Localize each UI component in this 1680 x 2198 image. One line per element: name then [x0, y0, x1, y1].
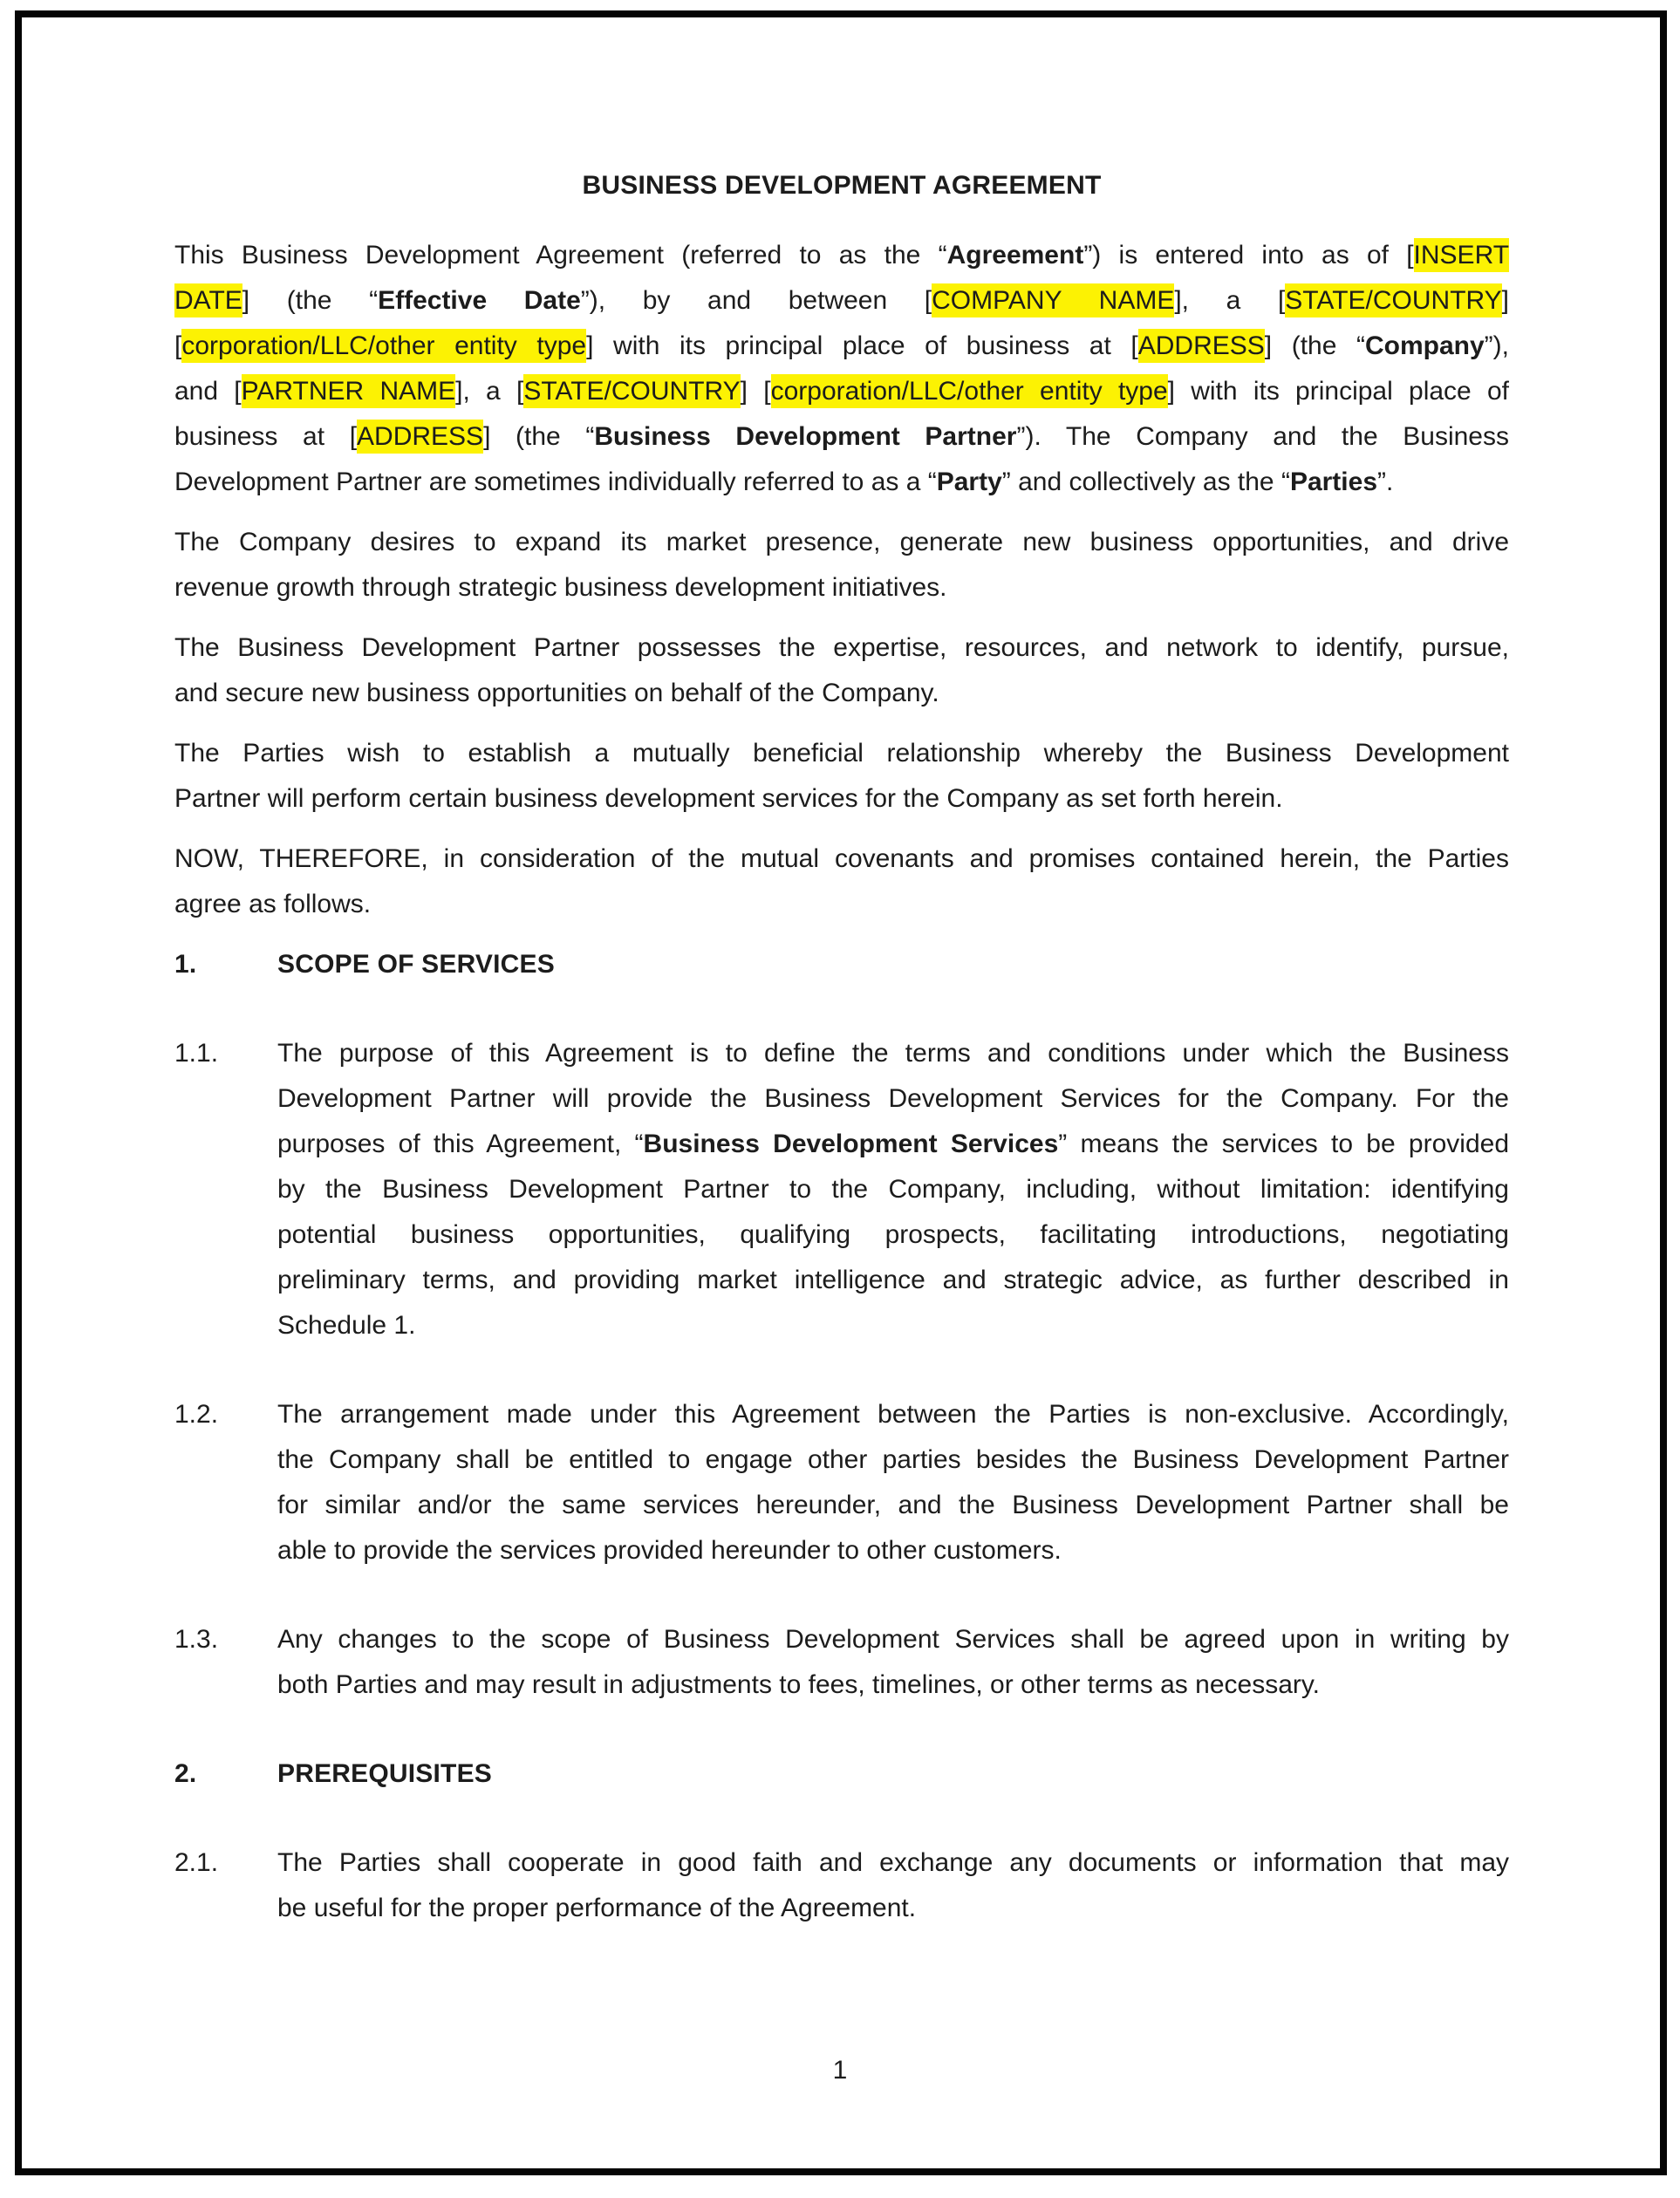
text-run: both Parties and may result in adjustments to fees, timelines, or other terms as necessary.	[277, 1670, 1320, 1699]
highlight-placeholder: ADDRESS	[1138, 329, 1265, 363]
text-line	[174, 369, 1509, 414]
text-line	[277, 1437, 1509, 1483]
bold-term: Company	[1364, 331, 1485, 360]
text-run: The Parties wish to establish a mutually beneficial relationship whereby the Business Development	[174, 739, 1509, 768]
text-run: This Business Development Agreement (referred to as the “	[174, 241, 947, 270]
bold-term: Party	[936, 468, 1002, 496]
text-run: revenue growth through strategic business development initiatives.	[174, 573, 947, 602]
text-line	[277, 1392, 1509, 1437]
highlight-placeholder: ADDRESS	[357, 420, 483, 454]
text-line	[174, 565, 1509, 611]
text-run: ] with its principal place of	[1167, 377, 1510, 406]
text-run: ] (the “	[1264, 331, 1365, 360]
text-run: The purpose of this Agreement is to define the terms and conditions under which the Business	[277, 1039, 1509, 1068]
text-run: the Company shall be entitled to engage other parties besides the Business Development Partner	[277, 1445, 1509, 1474]
clause-text	[277, 1031, 1509, 1348]
highlight-placeholder: DATE	[174, 283, 242, 317]
section-number: 1.	[174, 950, 197, 979]
page-content	[174, 0, 1509, 1975]
text-line	[174, 233, 1509, 278]
clause-text	[277, 1840, 1509, 1931]
clause-number: 1.2.	[174, 1400, 219, 1429]
bold-term: Agreement	[946, 241, 1084, 270]
paragraph	[174, 731, 1509, 822]
text-run: Development Partner will provide the Business Development Services for the Company. For the	[277, 1084, 1509, 1113]
text-run: able to provide the services provided hereunder to other customers.	[277, 1536, 1062, 1565]
highlight-placeholder: corporation/LLC/other entity type	[181, 329, 586, 363]
text-line	[174, 671, 1509, 716]
text-run: purposes of this Agreement, “	[277, 1130, 644, 1158]
highlight-placeholder: PARTNER NAME	[242, 374, 456, 408]
text-run: ”). The Company and the Business	[1016, 422, 1509, 451]
text-run: The Parties shall cooperate in good faith and exchange any documents or information that may	[277, 1848, 1509, 1877]
text-line	[174, 776, 1509, 822]
highlight-placeholder: corporation/LLC/other entity type	[771, 374, 1168, 408]
text-line	[174, 414, 1509, 460]
text-run: be useful for the proper performance of the Agreement.	[277, 1894, 917, 1922]
text-run: potential business opportunities, qualifying prospects, facilitating introductions, negotiating	[277, 1220, 1509, 1249]
document-body	[174, 233, 1509, 1931]
text-run: for similar and/or the same services hereunder, and the Business Development Partner shall be	[277, 1491, 1509, 1519]
section-title: PREREQUISITES	[277, 1759, 492, 1788]
clause-number: 1.3.	[174, 1625, 219, 1654]
text-line	[277, 1031, 1509, 1076]
section-number: 2.	[174, 1759, 197, 1788]
text-line	[277, 1662, 1509, 1708]
text-run: ”) is entered into as of [	[1083, 241, 1414, 270]
text-run: agree as follows.	[174, 890, 372, 918]
clause-number: 1.1.	[174, 1039, 219, 1068]
text-line	[277, 1212, 1509, 1258]
section-heading	[174, 1751, 1509, 1797]
numbered-clause	[174, 1392, 1509, 1573]
bold-term: Parties	[1289, 468, 1378, 496]
text-line	[277, 1303, 1509, 1348]
paragraph	[174, 520, 1509, 611]
text-line	[277, 1167, 1509, 1212]
text-line	[277, 1528, 1509, 1573]
text-run: by the Business Development Partner to the Company, including, without limitation: identifying	[277, 1175, 1509, 1204]
text-line	[174, 625, 1509, 671]
bold-term: Effective Date	[378, 286, 581, 315]
text-run: The Company desires to expand its market presence, generate new business opportunities, and drive	[174, 528, 1509, 556]
text-line	[174, 836, 1509, 882]
text-run: ], a [	[1174, 286, 1286, 315]
text-run: ” and collectively as the “	[1001, 468, 1290, 496]
clause-number: 2.1.	[174, 1848, 219, 1877]
page-number: 1	[832, 2056, 848, 2085]
text-line	[277, 1886, 1509, 1931]
numbered-clause	[174, 1617, 1509, 1708]
text-run: The arrangement made under this Agreement between the Parties is non-exclusive. Accordingly,	[277, 1400, 1509, 1429]
text-run: preliminary terms, and providing market intelligence and strategic advice, as further described in	[277, 1266, 1509, 1294]
numbered-clause	[174, 1840, 1509, 1931]
bold-term: Business Development Partner	[594, 422, 1017, 451]
text-run: ”),	[1484, 331, 1509, 360]
text-run: business at [	[174, 422, 358, 451]
text-run: Development Partner are sometimes individually referred to as a “	[174, 468, 937, 496]
text-run: The Business Development Partner possesses the expertise, resources, and network to identify, pursue,	[174, 633, 1509, 662]
text-line	[174, 460, 1509, 505]
text-line	[277, 1840, 1509, 1886]
document-title: BUSINESS DEVELOPMENT AGREEMENT	[582, 171, 1102, 200]
text-run: ]	[1501, 286, 1509, 315]
text-line	[174, 882, 1509, 927]
text-run: ] [	[740, 377, 771, 406]
numbered-clause	[174, 1031, 1509, 1348]
paragraph	[174, 233, 1509, 505]
text-run: Partner will perform certain business development services for the Company as set forth herein.	[174, 784, 1283, 813]
text-run: and secure new business opportunities on behalf of the Company.	[174, 679, 939, 707]
highlight-placeholder: STATE/COUNTRY	[523, 374, 740, 408]
paragraph	[174, 625, 1509, 716]
section-title: SCOPE OF SERVICES	[277, 950, 555, 979]
clause-text	[277, 1392, 1509, 1573]
paragraph	[174, 836, 1509, 927]
highlight-placeholder: INSERT	[1414, 238, 1509, 272]
text-run: ] with its principal place of business at [	[586, 331, 1138, 360]
text-run: Any changes to the scope of Business Development Services shall be agreed upon in writing by	[277, 1625, 1509, 1654]
text-line	[174, 278, 1509, 324]
highlight-placeholder: COMPANY NAME	[932, 283, 1174, 317]
section-heading	[174, 942, 1509, 987]
text-line	[277, 1122, 1509, 1167]
text-line	[174, 324, 1509, 369]
bold-term: Business Development Services	[643, 1130, 1059, 1158]
text-run: ”.	[1377, 468, 1394, 496]
text-line	[277, 1258, 1509, 1303]
text-run: and [	[174, 377, 242, 406]
text-run: ] (the “	[242, 286, 379, 315]
text-run: ” means the services to be provided	[1058, 1130, 1509, 1158]
text-run: ], a [	[455, 377, 524, 406]
text-run: ”), by and between [	[580, 286, 932, 315]
text-line	[277, 1076, 1509, 1122]
text-run: Schedule 1.	[277, 1311, 416, 1340]
clause-text	[277, 1617, 1509, 1708]
text-run: ] (the “	[483, 422, 595, 451]
text-line	[174, 731, 1509, 776]
highlight-placeholder: STATE/COUNTRY	[1285, 283, 1501, 317]
text-run: [	[174, 331, 182, 360]
text-run: NOW, THEREFORE, in consideration of the mutual covenants and promises contained herein, the Parties	[174, 844, 1509, 873]
text-line	[174, 520, 1509, 565]
text-line	[277, 1617, 1509, 1662]
text-line	[277, 1483, 1509, 1528]
